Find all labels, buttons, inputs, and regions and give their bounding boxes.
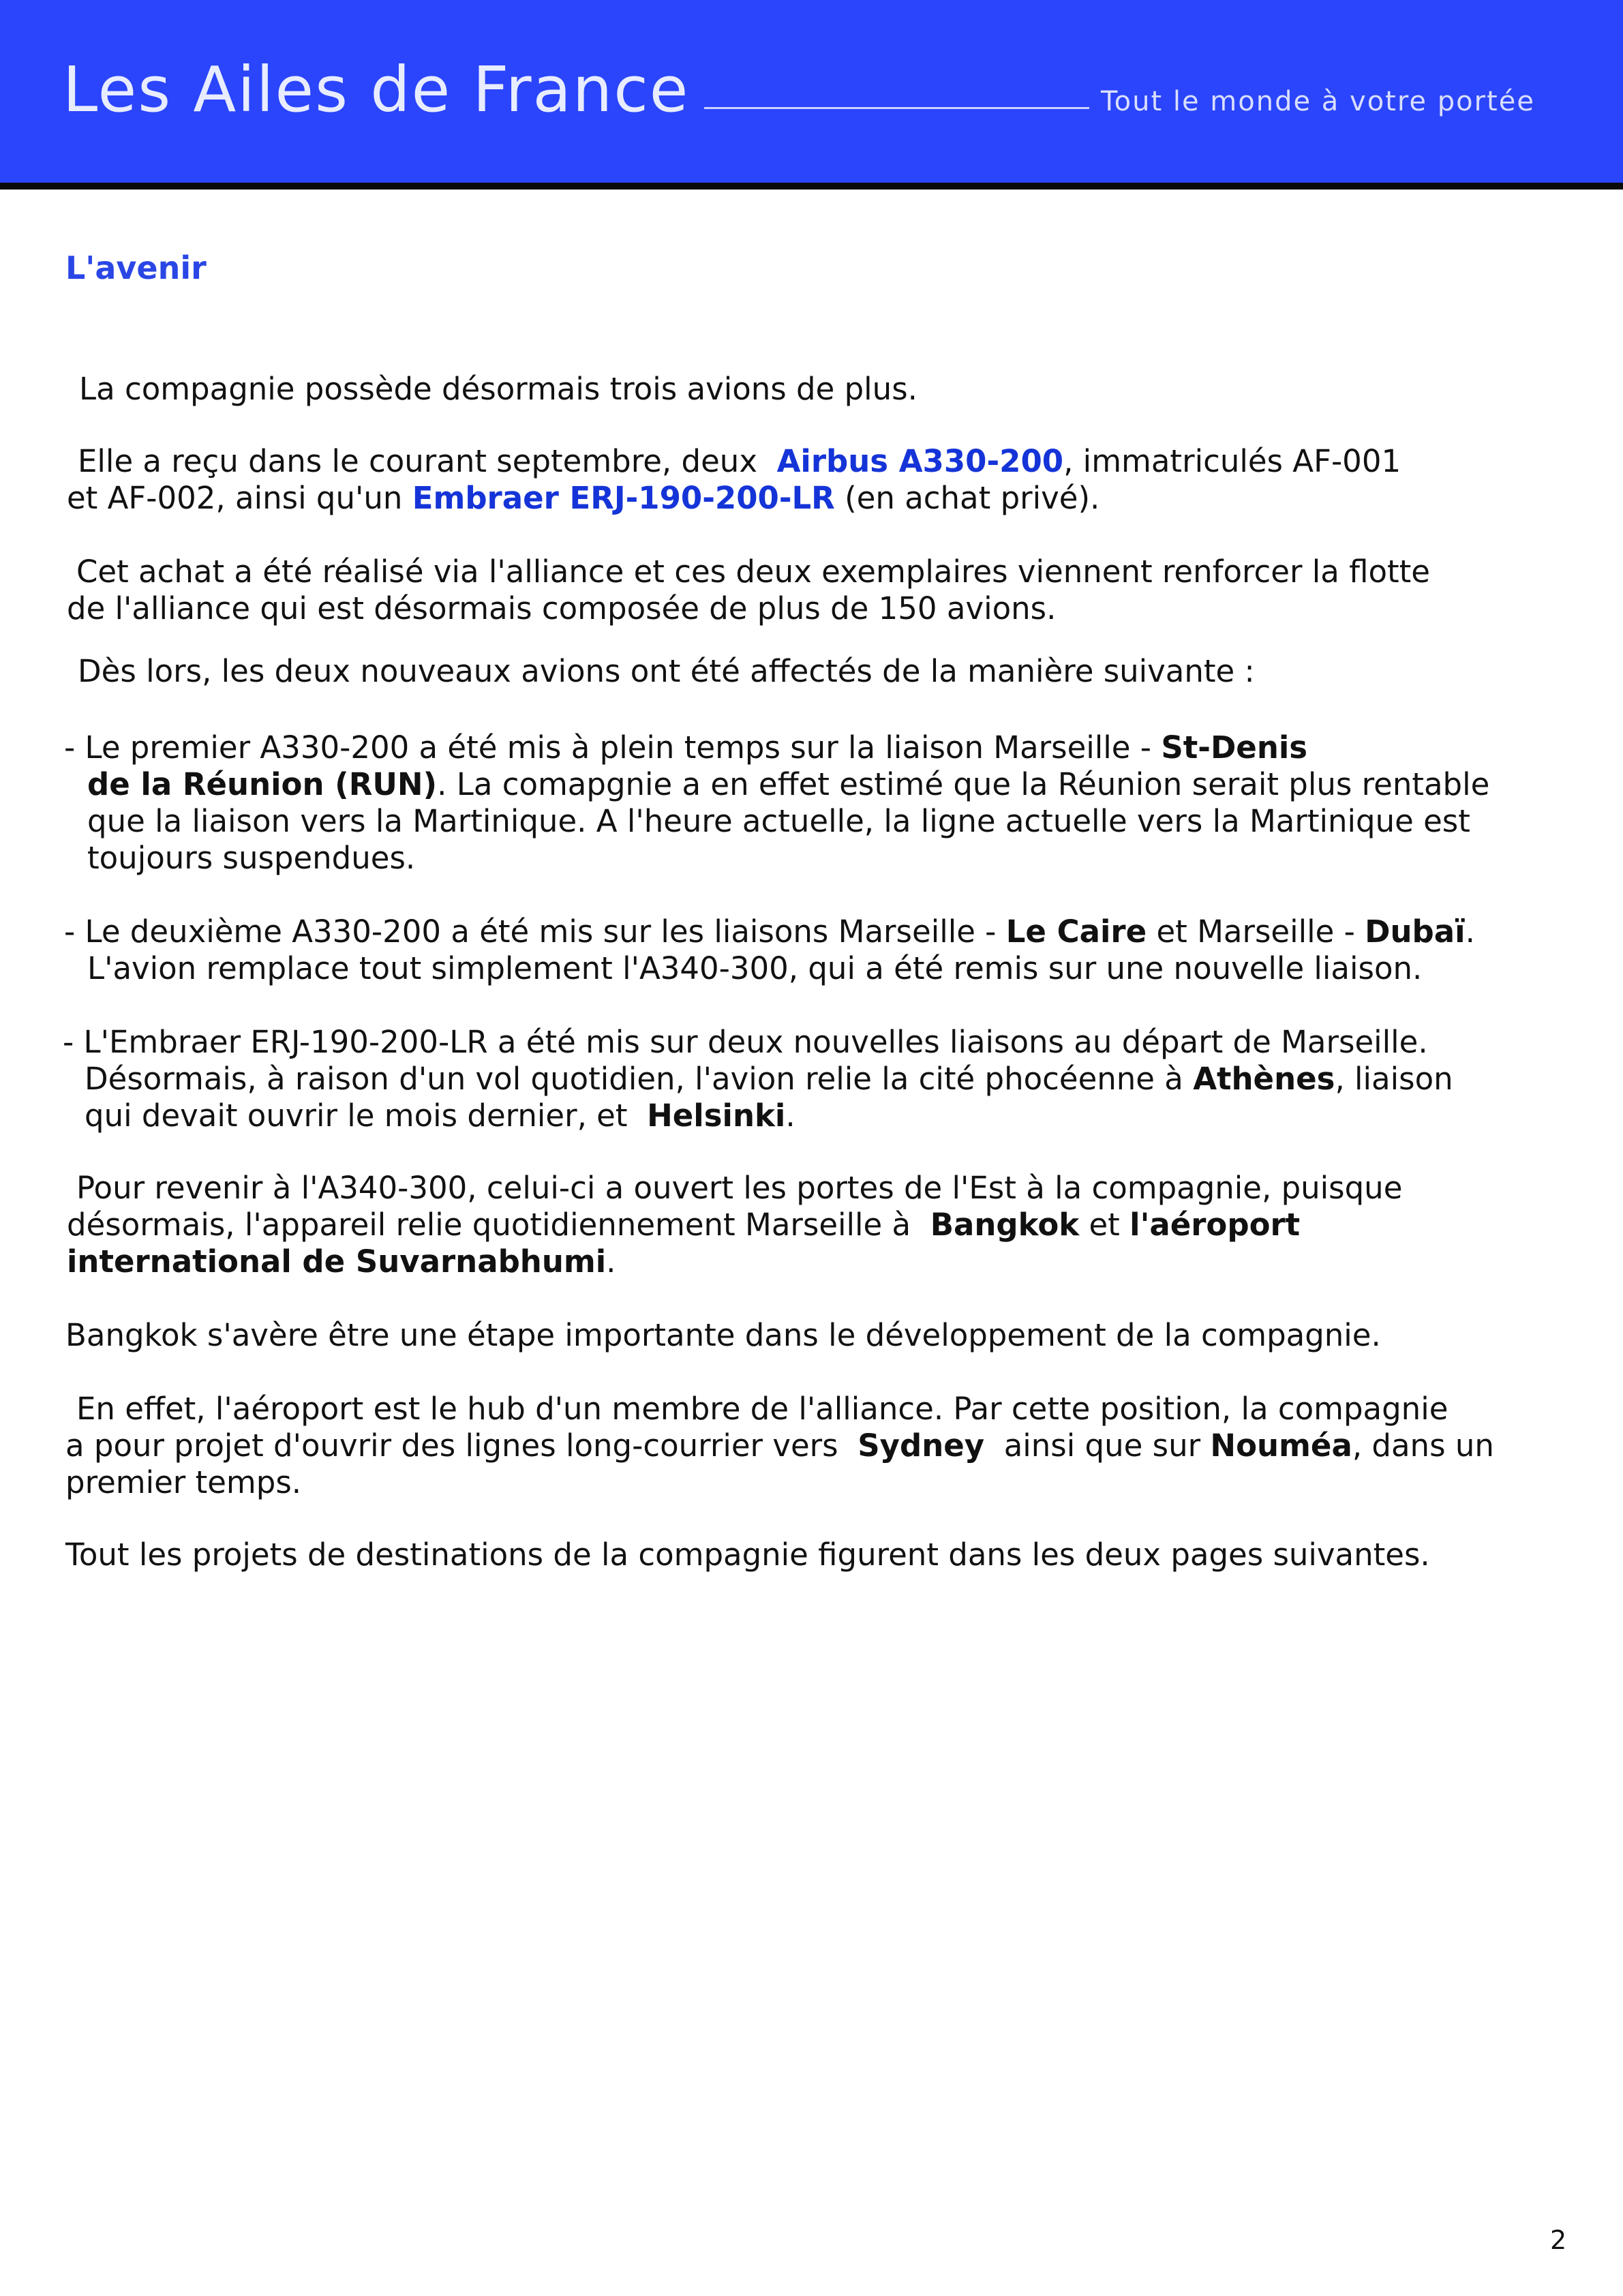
list-item-3-line-1: - L'Embraer ERJ-190-200-LR a été mis sur deux nouvelles liaisons au départ de Marseille. bbox=[63, 1024, 1428, 1060]
paragraph-next-pages: Tout les projets de destinations de la compagnie figurent dans les deux pages suivantes. bbox=[65, 1537, 1430, 1573]
destination-bangkok: Bangkok bbox=[930, 1207, 1080, 1243]
paragraph-fleet-size: La compagnie possède désormais trois avions de plus. bbox=[79, 371, 917, 407]
destination-noumea: Nouméa bbox=[1210, 1428, 1352, 1464]
text-segment: . La comapgnie a en effet estimé que la Réunion serait plus rentable bbox=[437, 766, 1490, 802]
list-item-3-line-2 bbox=[85, 1061, 1453, 1098]
text-segment: Elle a reçu dans le courant septembre, deux bbox=[78, 443, 757, 479]
text-segment: et bbox=[1089, 1207, 1120, 1243]
aircraft-airbus-a330: Airbus A330-200 bbox=[776, 443, 1064, 479]
paragraph-projects-line-1: En effet, l'aéroport est le hub d'un membre de l'alliance. Par cette position, la compagnie bbox=[76, 1391, 1448, 1427]
brand-tagline: Tout le monde à votre portée bbox=[1101, 86, 1535, 117]
destination-airport: l'aéroport bbox=[1129, 1207, 1301, 1243]
paragraph-bangkok: Bangkok s'avère être une étape importante dans le développement de la compagnie. bbox=[65, 1317, 1381, 1353]
paragraph-a340-line-3 bbox=[67, 1243, 616, 1280]
page-header bbox=[0, 0, 1623, 190]
paragraph-projects-line-2 bbox=[65, 1428, 1494, 1464]
list-item-3-line-3 bbox=[85, 1098, 795, 1134]
destination-helsinki: Helsinki bbox=[647, 1098, 786, 1134]
text-segment: - Le deuxième A330-200 a été mis sur les liaisons Marseille - bbox=[64, 913, 997, 950]
aircraft-embraer-erj: Embraer ERJ-190-200-LR bbox=[412, 480, 835, 516]
paragraph-a340-line-1: Pour revenir à l'A340-300, celui-ci a ouvert les portes de l'Est à la compagnie, puisque bbox=[76, 1170, 1403, 1206]
paragraph-alliance-line-2: de l'alliance qui est désormais composée de plus de 150 avions. bbox=[67, 590, 1057, 626]
text-segment: , liaison bbox=[1335, 1061, 1453, 1097]
text-segment: ainsi que sur bbox=[1003, 1428, 1201, 1464]
list-item-1-line-3: que la liaison vers la Martinique. A l'heure actuelle, la ligne actuelle vers la Martinique est bbox=[87, 803, 1470, 839]
paragraph-projects-line-3: premier temps. bbox=[65, 1464, 302, 1500]
list-item-1-line-4: toujours suspendues. bbox=[87, 840, 416, 876]
text-segment: a pour projet d'ouvrir des lignes long-courrier vers bbox=[65, 1428, 838, 1464]
paragraph-allocation-intro: Dès lors, les deux nouveaux avions ont été affectés de la manière suivante : bbox=[78, 653, 1255, 689]
text-segment: (en achat privé). bbox=[845, 480, 1100, 516]
text-segment: qui devait ouvrir le mois dernier, et bbox=[85, 1098, 628, 1134]
header-divider bbox=[704, 107, 1089, 109]
paragraph-deliveries-line-1 bbox=[78, 443, 1401, 480]
paragraph-alliance-line-1: Cet achat a été réalisé via l'alliance et ces deux exemplaires viennent renforcer la flotte bbox=[76, 554, 1430, 590]
destination-suvarnabhumi: international de Suvarnabhumi bbox=[67, 1243, 607, 1280]
brand-title: Les Ailes de France bbox=[63, 53, 690, 126]
destination-st-denis: St-Denis bbox=[1161, 729, 1308, 766]
text-segment: . bbox=[606, 1243, 616, 1280]
text-segment: . bbox=[785, 1098, 795, 1134]
text-segment: , immatriculés AF-001 bbox=[1063, 443, 1401, 479]
page-number: 2 bbox=[1550, 2225, 1567, 2255]
text-segment: et AF-002, ainsi qu'un bbox=[67, 480, 403, 516]
destination-athenes: Athènes bbox=[1193, 1061, 1335, 1097]
destination-sydney: Sydney bbox=[858, 1428, 985, 1464]
text-segment: désormais, l'appareil relie quotidiennement Marseille à bbox=[67, 1207, 911, 1243]
paragraph-a340-line-2 bbox=[67, 1207, 1300, 1243]
destination-dubai: Dubaï bbox=[1365, 913, 1466, 950]
list-item-2-line-1 bbox=[64, 913, 1475, 950]
text-segment: et Marseille - bbox=[1156, 913, 1355, 950]
list-item-2-line-2: L'avion remplace tout simplement l'A340-300, qui a été remis sur une nouvelle liaison. bbox=[87, 950, 1423, 986]
text-segment: Désormais, à raison d'un vol quotidien, l'avion relie la cité phocéenne à bbox=[85, 1061, 1183, 1097]
paragraph-deliveries-line-2 bbox=[67, 480, 1099, 517]
list-item-1-line-2 bbox=[87, 766, 1489, 803]
destination-le-caire: Le Caire bbox=[1005, 913, 1147, 950]
destination-reunion: de la Réunion (RUN) bbox=[87, 766, 438, 802]
section-title: L'avenir bbox=[65, 250, 207, 286]
text-segment: , dans un bbox=[1352, 1428, 1494, 1464]
list-item-1-line-1 bbox=[64, 729, 1307, 766]
text-segment: . bbox=[1465, 913, 1475, 950]
text-segment: - Le premier A330-200 a été mis à plein temps sur la liaison Marseille - bbox=[64, 729, 1152, 766]
